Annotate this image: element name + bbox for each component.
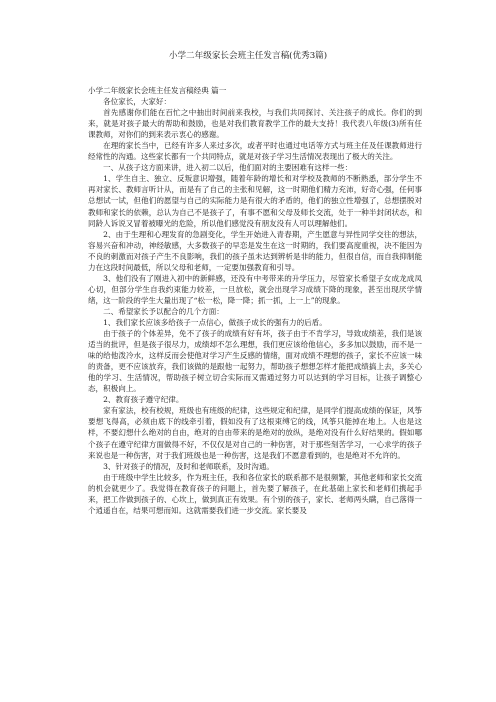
document-body: [88, 85, 422, 516]
document-title: 小学二年级家长会班主任发言稿(优秀3篇): [168, 51, 328, 61]
paragraph: 首先感谢你们能在百忙之中抽出时间前来我校，与我们共同探讨、关注孩子的成长。你们的到来，就是对孩子最大的帮助和鼓励，也是对我们教育教学工作的最大支持！我代表八年级(3)所有任课教师，对你们的到来表示衷心的感谢。: [88, 108, 422, 140]
salutation: 各位家长，大家好：: [103, 97, 172, 107]
paragraph: 2、由于生理和心理发育的急剧变化，学生开始进入青春期，产生愿意与异性同学交往的想法，容易兴奋和冲动，神经敏感，大多数孩子的早恋是发生在这一时期的，我们要高度重视，决不能因为不良的刺激而对孩子产生不良影响，我们的孩子虽未达到辨析是非的能力，但很自信，而自我抑制能力在这段时间最低，所以父母和老师，一定要加强教育和引导。: [88, 229, 422, 272]
paragraph: 1、我们家长应该多给孩子一点信心，做孩子成长的强有力的后盾。: [103, 317, 327, 327]
paragraph: 由于孩子的个体差异，免不了孩子的成绩有好有坏，孩子由于不肯学习，导致成绩差，我们是该适当的批评，但是孩子很尽力，成绩却不怎么理想，我们更应该给他信心，多多加以鼓励，而不是一味的给他泼冷水，这样反而会使他对学习产生反感的情绪，面对成绩不理想的孩子，家长不应该一味的责备，更不应该放弃，我们该做的是跟他一起努力，帮助孩子想想怎样才能把成绩搞上去，多关心他的学习、生活情况，帮助孩子树立切合实际而又需通过努力可以达到的学习目标，让孩子调整心态，积极向上。: [88, 329, 422, 394]
paragraph: 2、教育孩子遵守纪律。: [103, 395, 184, 405]
paragraph: 家有家法，校有校规，班级也有班级的纪律，这些规定和纪律，是同学们提高成绩的保证，风筝要想飞得高，必须由底下的线牵引着，假如没有了这根束缚它的线，风筝只能掉在地上。人也是这样，不要幻想什么绝对的自由，绝对的自由带来的是绝对的放纵，是绝对没有什么好结果的。假如哪个孩子在遵守纪律方面做得不好，不仅仅是对自己的一种伤害，对于那些刻苦学习，一心求学的孩子来说也是一种伤害，对于我们班级也是一种伤害，这是我们不愿意看到的，也是绝对不允许的。: [88, 406, 422, 460]
section-heading: 小学二年级家长会班主任发言稿经典 篇一: [88, 86, 227, 95]
section-heading: 一、从孩子这方面来讲，进入初二以后，他们面对的主要困难有这样一些：: [103, 163, 353, 173]
paragraph: 在理的家长当中，已经有许多人来过多次，或者平时也通过电话等方式与班主任及任课教师进行经常性的沟通。这些家长都有一个共同特点，就是对孩子学习生活情况表现出了极大的关注。: [88, 141, 422, 162]
section-heading: 二、希望家长予以配合的几个方面：: [103, 306, 224, 316]
paragraph: 1、学生自主、独立、反叛意识增强，随着年龄的增长和对学校及教师的不断熟悉，部分学生不再对家长、教师言听计从，而是有了自己的主张和见解，这一时期他们精力充沛，好奇心强，任何事总想试一试，但他们的愿望与自己的实际能力是有很大的矛盾的，他们的独立性增强了，总想摆脱对教师和家长的依赖，总认为自己不是孩子了，有事不愿和父母及师长交流，处于一种半封闭状态，和同龄人诉说又冒着被曝光的危险，所以他们感觉没有朋友没有人可以理解他们。: [88, 174, 422, 228]
paragraph: 由于班级中学生比较多，作为班主任，我和各位家长的联系都不是很频繁，其他老师和家长交流的机会就更少了。我觉得在教育孩子的问题上，首先要了解孩子，在此基础上家长和老师们携起手来，把工作做到孩子的、心坎上，做到真正有效果。有个别的孩子，家长、老师两头瞒，自己落得一个逍遥自在，结果可想而知。这就需要我们进一步交流。家长要及: [88, 472, 422, 515]
paragraph: 3、针对孩子的情况，及时和老师联系，及时沟通。: [103, 461, 274, 471]
paragraph: 3、他们没有了刚进入初中的新鲜感，还没有中考带来的升学压力，尽管家长希望子女成龙成凤心切，但部分学生自我约束能力较差，一旦放松，就会出现学习成绩下降的现象，甚至出现厌学情绪，这一阶段的学生大量出现了“松一松，降一降；抓一抓，上一上”的现象。: [88, 273, 422, 305]
